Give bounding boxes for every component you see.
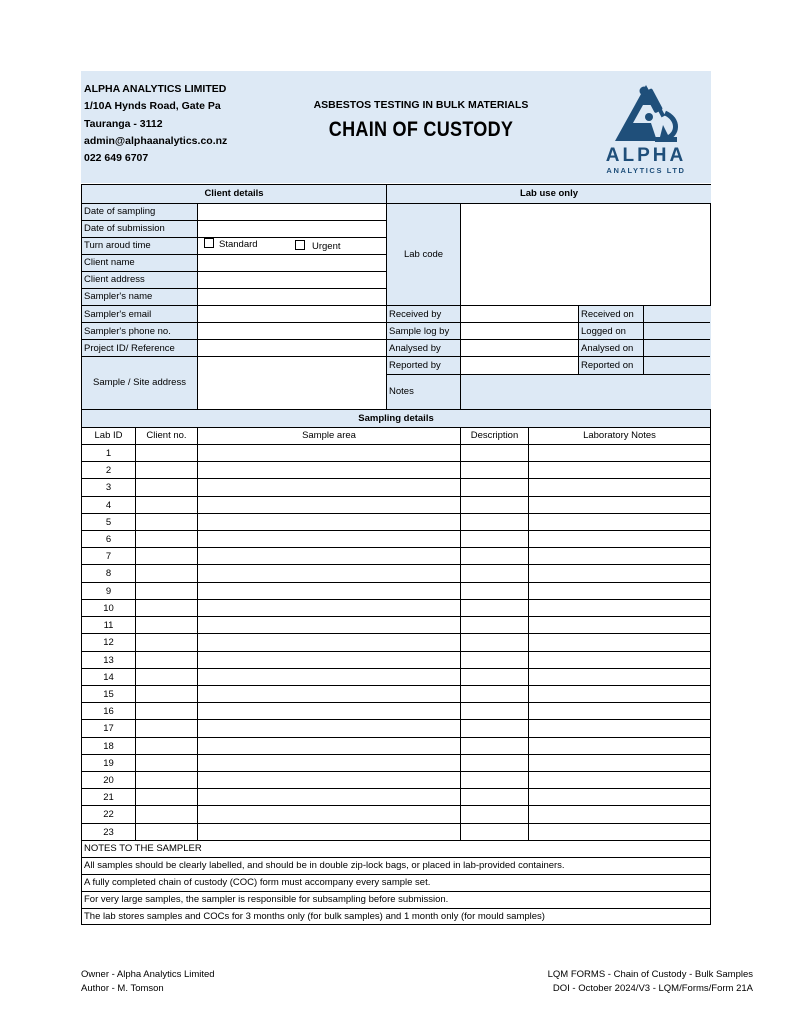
client-address-field[interactable]	[198, 271, 386, 288]
client-no-cell[interactable]	[136, 565, 197, 582]
sample-area-cell[interactable]	[198, 669, 460, 686]
note-item: All samples should be clearly labelled, and should be in double zip-lock bags, or placed in lab-provided containers.	[84, 860, 565, 872]
lab-notes-cell[interactable]	[529, 738, 710, 755]
description-cell[interactable]	[461, 755, 528, 772]
project-id-field[interactable]	[198, 340, 386, 357]
description-cell[interactable]	[461, 738, 528, 755]
lab-id-cell: 19	[103, 757, 114, 769]
sample-area-cell[interactable]	[198, 634, 460, 651]
lab-id-cell: 12	[103, 636, 114, 648]
client-no-cell[interactable]	[136, 617, 197, 634]
note-item: The lab stores samples and COCs for 3 months only (for bulk samples) and 1 month only (for mould samples)	[84, 910, 545, 922]
document-subtitle: ASBESTOS TESTING IN BULK MATERIALS	[313, 99, 529, 111]
description-cell[interactable]	[461, 479, 528, 496]
description-cell[interactable]	[461, 617, 528, 634]
description-cell[interactable]	[461, 669, 528, 686]
client-no-cell[interactable]	[136, 462, 197, 479]
description-cell[interactable]	[461, 531, 528, 548]
site-address-label: Sample / Site address	[93, 377, 186, 389]
sample-area-cell[interactable]	[198, 617, 460, 634]
sample-log-by-field[interactable]	[461, 323, 578, 340]
document-header	[81, 71, 711, 183]
sample-area-cell[interactable]	[198, 720, 460, 737]
sample-area-cell[interactable]	[198, 514, 460, 531]
analysed-on-label: Analysed on	[581, 342, 634, 354]
sample-area-cell[interactable]	[198, 703, 460, 720]
lab-notes-cell[interactable]	[529, 462, 710, 479]
reported-by-label: Reported by	[389, 359, 441, 371]
sampling-details-heading: Sampling details	[82, 410, 710, 427]
received-by-label: Received by	[389, 308, 442, 320]
lab-id-cell: 20	[103, 774, 114, 786]
urgent-option-label: Urgent	[312, 240, 341, 252]
lab-id-cell: 21	[103, 791, 114, 803]
company-address-line2: Tauranga - 3112	[84, 117, 163, 130]
lab-notes-cell[interactable]	[529, 479, 710, 496]
footer-left	[81, 968, 215, 996]
reported-on-label: Reported on	[581, 359, 634, 371]
lab-notes-cell[interactable]	[529, 686, 710, 703]
lab-notes-cell[interactable]	[529, 703, 710, 720]
description-cell[interactable]	[461, 720, 528, 737]
notes-label: Notes	[389, 386, 414, 398]
sample-area-cell[interactable]	[198, 445, 460, 462]
lab-id-cell: 16	[103, 705, 114, 717]
description-cell[interactable]	[461, 772, 528, 789]
lab-notes-cell[interactable]	[529, 583, 710, 600]
company-address-line1: 1/10A Hynds Road, Gate Pa	[84, 100, 221, 113]
standard-option-label: Standard	[219, 238, 258, 250]
client-no-column-header: Client no.	[146, 430, 187, 442]
note-item: For very large samples, the sampler is responsible for subsampling before submission.	[84, 894, 449, 906]
lab-notes-cell[interactable]	[529, 669, 710, 686]
lab-notes-cell[interactable]	[529, 789, 710, 806]
samplers-email-field[interactable]	[198, 306, 386, 323]
company-block	[84, 81, 227, 167]
sample-area-cell[interactable]	[198, 548, 460, 565]
footer-form-name: LQM FORMS - Chain of Custody - Bulk Samples	[547, 969, 753, 980]
description-cell[interactable]	[461, 497, 528, 514]
lab-notes-cell[interactable]	[529, 720, 710, 737]
description-cell[interactable]	[461, 583, 528, 600]
date-of-submission-field[interactable]	[198, 220, 386, 237]
logged-on-field[interactable]	[644, 323, 711, 340]
client-address-label: Client address	[84, 273, 145, 285]
lab-notes-cell[interactable]	[529, 548, 710, 565]
chain-of-custody-form	[81, 184, 711, 925]
client-no-cell[interactable]	[136, 755, 197, 772]
client-no-cell[interactable]	[136, 772, 197, 789]
analysed-by-label: Analysed by	[389, 342, 441, 354]
description-cell[interactable]	[461, 652, 528, 669]
lab-id-cell: 13	[103, 654, 114, 666]
lab-notes-column-header: Laboratory Notes	[583, 430, 656, 442]
description-column-header: Description	[470, 430, 519, 442]
lab-id-cell: 17	[103, 722, 114, 734]
date-of-sampling-label: Date of sampling	[84, 205, 156, 217]
lab-notes-cell[interactable]	[529, 445, 710, 462]
client-no-cell[interactable]	[136, 806, 197, 823]
client-no-cell[interactable]	[136, 652, 197, 669]
description-cell[interactable]	[461, 462, 528, 479]
lab-id-cell: 1	[105, 447, 112, 459]
analysed-on-field[interactable]	[644, 340, 711, 357]
lab-notes-cell[interactable]	[529, 617, 710, 634]
microscope-icon	[599, 79, 693, 145]
lab-notes-cell[interactable]	[529, 565, 710, 582]
lab-id-cell: 4	[105, 499, 112, 511]
client-name-field[interactable]	[198, 254, 386, 271]
lab-id-cell: 2	[105, 464, 112, 476]
lab-notes-cell[interactable]	[529, 824, 710, 841]
sample-area-cell[interactable]	[198, 462, 460, 479]
lab-notes-cell[interactable]	[529, 652, 710, 669]
received-by-field[interactable]	[461, 306, 578, 323]
client-no-cell[interactable]	[136, 548, 197, 565]
company-name: ALPHA ANALYTICS LIMITED	[84, 83, 227, 95]
reported-on-field[interactable]	[644, 357, 711, 374]
client-no-cell[interactable]	[136, 824, 197, 841]
lab-id-cell: 15	[103, 688, 114, 700]
lab-use-heading: Lab use only	[387, 185, 711, 203]
lab-id-cell: 11	[103, 619, 114, 631]
note-item: A fully completed chain of custody (COC) form must accompany every sample set.	[84, 877, 431, 889]
client-no-cell[interactable]	[136, 600, 197, 617]
description-cell[interactable]	[461, 703, 528, 720]
lab-id-cell: 9	[105, 585, 112, 597]
lab-id-cell: 22	[103, 808, 114, 820]
description-cell[interactable]	[461, 514, 528, 531]
sample-area-cell[interactable]	[198, 772, 460, 789]
project-id-label: Project ID/ Reference	[84, 342, 175, 354]
lab-notes-cell[interactable]	[529, 531, 710, 548]
standard-checkbox[interactable]	[204, 238, 214, 248]
client-no-cell[interactable]	[136, 686, 197, 703]
lab-notes-cell[interactable]	[529, 806, 710, 823]
client-name-label: Client name	[84, 256, 135, 268]
lab-id-cell: 14	[103, 671, 114, 683]
logo-subtext: ANALYTICS LTD	[606, 166, 686, 175]
footer-owner: Owner - Alpha Analytics Limited	[81, 969, 215, 980]
notes-heading: NOTES TO THE SAMPLER	[84, 843, 202, 855]
lab-id-cell: 7	[105, 550, 112, 562]
footer-author: Author - M. Tomson	[81, 983, 164, 994]
turnaround-label: Turn aroud time	[84, 239, 151, 251]
sample-area-cell[interactable]	[198, 583, 460, 600]
description-cell[interactable]	[461, 600, 528, 617]
sample-area-cell[interactable]	[198, 755, 460, 772]
client-no-cell[interactable]	[136, 445, 197, 462]
received-on-label: Received on	[581, 308, 634, 320]
sample-area-cell[interactable]	[198, 565, 460, 582]
lab-id-cell: 18	[103, 740, 114, 752]
sample-area-cell[interactable]	[198, 789, 460, 806]
sample-area-cell[interactable]	[198, 479, 460, 496]
company-email: admin@alphaanalytics.co.nz	[84, 134, 228, 147]
description-cell[interactable]	[461, 686, 528, 703]
samplers-email-label: Sampler's email	[84, 308, 152, 320]
logged-on-label: Logged on	[581, 325, 626, 337]
lab-id-cell: 8	[105, 567, 112, 579]
sample-area-cell[interactable]	[198, 738, 460, 755]
lab-notes-cell[interactable]	[529, 497, 710, 514]
sample-area-cell[interactable]	[198, 686, 460, 703]
sample-log-by-label: Sample log by	[389, 325, 450, 337]
lab-notes-cell[interactable]	[529, 634, 710, 651]
sample-area-column-header: Sample area	[302, 430, 356, 442]
sample-area-cell[interactable]	[198, 600, 460, 617]
date-of-sampling-field[interactable]	[198, 203, 386, 220]
logo-wordmark: ALPHA	[605, 145, 687, 166]
lab-id-cell: 23	[103, 826, 114, 838]
client-no-cell[interactable]	[136, 531, 197, 548]
lab-notes-cell[interactable]	[529, 755, 710, 772]
site-address-field[interactable]	[198, 357, 386, 409]
lab-code-label: Lab code	[403, 248, 444, 260]
sample-area-cell[interactable]	[198, 652, 460, 669]
client-details-heading: Client details	[82, 185, 386, 203]
lab-id-cell: 3	[105, 481, 112, 493]
samplers-phone-label: Sampler's phone no.	[84, 325, 171, 337]
lab-notes-field[interactable]	[461, 375, 711, 409]
sample-area-cell[interactable]	[198, 806, 460, 823]
footer-doc-ref: DOI - October 2024/V3 - LQM/Forms/Form 21A	[552, 983, 753, 994]
client-no-cell[interactable]	[136, 514, 197, 531]
samplers-name-field[interactable]	[198, 288, 386, 305]
lab-id-cell: 6	[105, 533, 112, 545]
client-no-cell[interactable]	[136, 497, 197, 514]
analysed-by-field[interactable]	[461, 340, 578, 357]
footer-right	[548, 968, 753, 996]
description-cell[interactable]	[461, 806, 528, 823]
received-on-field[interactable]	[644, 306, 711, 323]
samplers-phone-field[interactable]	[198, 323, 386, 340]
client-no-cell[interactable]	[136, 789, 197, 806]
reported-by-field[interactable]	[461, 357, 578, 374]
client-no-cell[interactable]	[136, 479, 197, 496]
client-no-cell[interactable]	[136, 703, 197, 720]
lab-id-column-header: Lab ID	[94, 430, 123, 442]
sample-area-cell[interactable]	[198, 824, 460, 841]
client-no-cell[interactable]	[136, 738, 197, 755]
description-cell[interactable]	[461, 634, 528, 651]
description-cell[interactable]	[461, 565, 528, 582]
date-of-submission-label: Date of submission	[84, 222, 165, 234]
company-logo	[599, 79, 693, 179]
lab-id-cell: 5	[105, 516, 112, 528]
lab-notes-cell[interactable]	[529, 772, 710, 789]
description-cell[interactable]	[461, 789, 528, 806]
document-title: CHAIN OF CUSTODY	[328, 118, 514, 141]
samplers-name-label: Sampler's name	[84, 290, 153, 302]
client-no-cell[interactable]	[136, 634, 197, 651]
description-cell[interactable]	[461, 445, 528, 462]
company-phone: 022 649 6707	[84, 152, 149, 165]
description-cell[interactable]	[461, 548, 528, 565]
lab-id-cell: 10	[103, 602, 114, 614]
client-no-cell[interactable]	[136, 583, 197, 600]
description-cell[interactable]	[461, 824, 528, 841]
sample-area-cell[interactable]	[198, 497, 460, 514]
lab-notes-cell[interactable]	[529, 600, 710, 617]
urgent-checkbox[interactable]	[295, 240, 305, 250]
sample-area-cell[interactable]	[198, 531, 460, 548]
client-no-cell[interactable]	[136, 720, 197, 737]
lab-code-field[interactable]	[461, 203, 711, 306]
client-no-cell[interactable]	[136, 669, 197, 686]
lab-notes-cell[interactable]	[529, 514, 710, 531]
